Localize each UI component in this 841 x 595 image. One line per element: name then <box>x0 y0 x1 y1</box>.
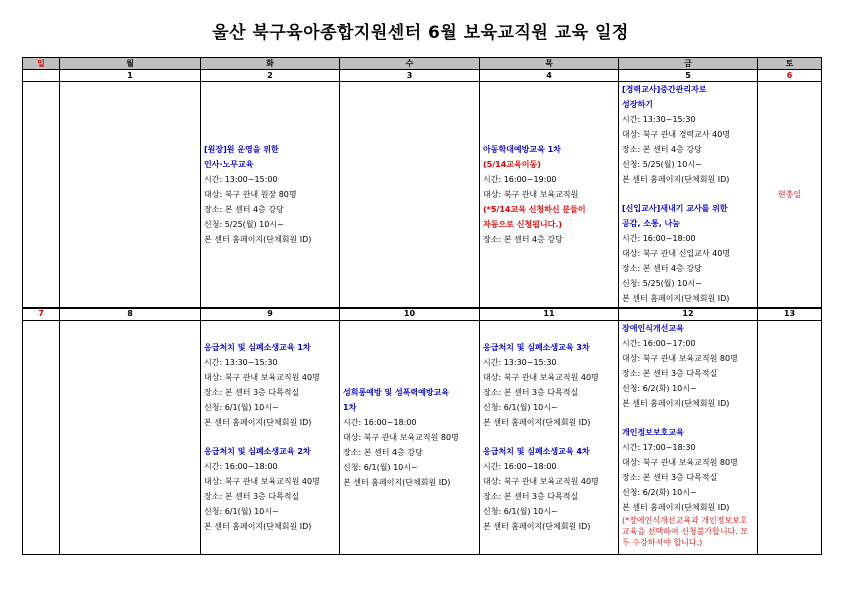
date-cell: 1 <box>60 70 201 82</box>
event-target: 대상: 북구 관내 경력교사 40명 <box>622 130 731 140</box>
event-target: 대상: 북구 관내 보육교직원 <box>483 189 579 199</box>
event-apply: 신청: 6/2(화) 10시~ <box>622 383 697 393</box>
event-site: 본 센터 홈페이지(단체회원 ID) <box>622 398 730 408</box>
week2-date-row <box>23 308 822 321</box>
event-block <box>619 82 757 306</box>
event-apply: 신청: 6/1(월) 10시~ <box>483 507 558 516</box>
day-cell <box>619 320 758 554</box>
weekday-thu: 목 <box>480 58 619 70</box>
event-target: 대상: 북구 관내 보육교직원 80명 <box>622 457 738 467</box>
event-time: 시간: 16:00~19:00 <box>483 174 557 184</box>
event-apply: 신청: 6/2(화) 10시~ <box>622 487 697 497</box>
event-place: 장소: 본 센터 4층 강당 <box>622 145 702 155</box>
event-title: 인사·노무교육 <box>204 159 254 169</box>
day-cell <box>201 320 340 554</box>
event-place: 장소: 본 센터 3층 다목적실 <box>483 388 579 397</box>
event-time: 시간: 13:30~15:30 <box>622 115 696 125</box>
event-title: 1차 <box>343 402 357 412</box>
date-cell: 13 <box>758 308 822 321</box>
event-place: 장소: 본 센터 3층 다목적실 <box>204 388 300 397</box>
date-cell: 2 <box>201 70 340 82</box>
event-block <box>480 340 618 534</box>
day-cell <box>480 320 619 554</box>
event-site: 본 센터 홈페이지(단체회원 ID) <box>343 477 451 487</box>
day-cell <box>758 320 822 554</box>
week2-event-row <box>23 320 822 554</box>
date-cell: 6 <box>758 70 822 82</box>
event-time: 시간: 16:00~18:00 <box>343 417 417 427</box>
event-title: 성장하기 <box>622 100 653 110</box>
event-notice: 자동으로 신청됩니다.) <box>483 219 563 229</box>
date-cell: 3 <box>340 70 480 82</box>
event-title: [신입교사]새내기 교사를 위한 <box>622 204 728 214</box>
event-site: 본 센터 홈페이지(단체회원 ID) <box>622 175 730 185</box>
event-title: 공감, 소통, 나눔 <box>622 219 681 229</box>
event-block <box>480 142 618 247</box>
event-target: 대상: 북구 관내 신입교사 40명 <box>622 249 731 259</box>
day-cell <box>23 320 60 554</box>
day-cell <box>201 82 340 308</box>
event-title: [원장]원 운영을 위한 <box>204 144 279 154</box>
event-target: 대상: 북구 관내 보육교직원 40명 <box>483 373 599 382</box>
weekday-fri: 금 <box>619 58 758 70</box>
event-apply: 신청: 5/25(월) 10시~ <box>204 219 284 229</box>
event-title: 응급처치 및 심폐소생교육 3차 <box>483 343 590 352</box>
event-place: 장소: 본 센터 4층 강당 <box>622 264 702 274</box>
event-title: 아동학대예방교육 1차 <box>483 144 561 154</box>
event-time: 시간: 17:00~18:30 <box>622 442 696 452</box>
weekday-sun: 일 <box>23 58 60 70</box>
event-site: 본 센터 홈페이지(단체회원 ID) <box>204 522 312 531</box>
event-note: (*장애인식개선교육과 개인정보보호교육을 선택하여 신청불가합니다. 모두 수강하셔야 합니다.) <box>622 515 749 547</box>
event-title: [경력교사]중간관리자로 <box>622 85 707 95</box>
weekday-mon: 월 <box>60 58 201 70</box>
event-changed: (5/14교육이동) <box>483 159 541 169</box>
date-cell <box>23 70 60 82</box>
day-cell <box>60 320 201 554</box>
event-apply: 신청: 6/1(월) 10시~ <box>204 507 279 516</box>
weekday-header-row <box>23 58 822 70</box>
day-cell <box>619 82 758 308</box>
weekday-wed: 수 <box>340 58 480 70</box>
day-cell <box>340 82 480 308</box>
event-notice: (*5/14교육 신청하신 분들이 <box>483 204 586 214</box>
day-cell <box>758 82 822 308</box>
event-place: 장소: 본 센터 3층 다목적실 <box>483 492 579 501</box>
week1-date-row <box>23 70 822 82</box>
event-place: 장소: 본 센터 3층 다목적실 <box>204 492 300 501</box>
event-title: 응급처치 및 심폐소생교육 1차 <box>204 343 311 352</box>
date-cell: 10 <box>340 308 480 321</box>
event-time: 시간: 16:00~18:00 <box>622 234 696 244</box>
event-apply: 신청: 5/25(월) 10시~ <box>622 279 702 289</box>
event-site: 본 센터 홈페이지(단체회원 ID) <box>483 522 591 531</box>
event-site: 본 센터 홈페이지(단체회원 ID) <box>204 234 312 244</box>
event-title: 장애인식개선교육 <box>622 323 684 333</box>
event-apply: 신청: 6/1(월) 10시~ <box>204 403 279 412</box>
schedule-table <box>22 57 822 555</box>
event-apply: 신청: 6/1(월) 10시~ <box>483 403 558 412</box>
day-cell <box>480 82 619 308</box>
event-apply: 신청: 6/1(월) 10시~ <box>343 462 418 472</box>
event-target: 대상: 북구 관내 보육교직원 40명 <box>204 373 320 382</box>
event-time: 시간: 13:00~15:00 <box>204 174 278 184</box>
event-target: 대상: 북구 관내 원장 80명 <box>204 189 297 199</box>
week1-event-row <box>23 82 822 308</box>
day-cell <box>340 320 480 554</box>
event-title: 개인정보보호교육 <box>622 427 684 437</box>
event-place: 장소: 본 센터 4층 강당 <box>483 234 563 244</box>
event-place: 장소: 본 센터 4층 강당 <box>204 204 284 214</box>
event-time: 시간: 16:00~18:00 <box>204 462 278 471</box>
event-site: 본 센터 홈페이지(단체회원 ID) <box>204 418 312 427</box>
date-cell: 7 <box>23 308 60 321</box>
event-target: 대상: 북구 관내 보육교직원 80명 <box>343 432 459 442</box>
holiday-label: 현충일 <box>777 189 802 199</box>
event-site: 본 센터 홈페이지(단체회원 ID) <box>622 502 730 512</box>
event-target: 대상: 북구 관내 보육교직원 40명 <box>204 477 320 486</box>
day-cell <box>60 82 201 308</box>
event-place: 장소: 본 센터 3층 다목적실 <box>622 368 718 378</box>
event-time: 시간: 13:30~15:30 <box>483 358 557 367</box>
weekday-sat: 토 <box>758 58 822 70</box>
date-cell: 4 <box>480 70 619 82</box>
event-target: 대상: 북구 관내 보육교직원 40명 <box>483 477 599 486</box>
event-time: 시간: 16:00~17:00 <box>622 338 696 348</box>
event-site: 본 센터 홈페이지(단체회원 ID) <box>622 294 730 304</box>
date-cell: 9 <box>201 308 340 321</box>
event-apply: 신청: 5/25(월) 10시~ <box>622 160 702 170</box>
event-title: 성희롱예방 및 성폭력예방교육 <box>343 387 450 397</box>
event-time: 시간: 16:00~18:00 <box>483 462 557 471</box>
event-place: 장소: 본 센터 4층 강당 <box>343 447 423 457</box>
event-title: 응급처치 및 심폐소생교육 2차 <box>204 447 311 456</box>
event-time: 시간: 13:30~15:30 <box>204 358 278 367</box>
event-block <box>340 385 479 490</box>
day-cell <box>23 82 60 308</box>
event-place: 장소: 본 센터 3층 다목적실 <box>622 472 718 482</box>
event-site: 본 센터 홈페이지(단체회원 ID) <box>483 418 591 427</box>
event-block <box>201 142 339 247</box>
event-target: 대상: 북구 관내 보육교직원 80명 <box>622 353 738 363</box>
date-cell: 5 <box>619 70 758 82</box>
weekday-tue: 화 <box>201 58 340 70</box>
event-block <box>201 340 339 534</box>
event-block <box>619 321 757 548</box>
page-title: 울산 북구육아종합지원센터 6월 보육교직원 교육 일정 <box>212 23 629 43</box>
date-cell: 11 <box>480 308 619 321</box>
date-cell: 12 <box>619 308 758 321</box>
event-title: 응급처치 및 심폐소생교육 4차 <box>483 447 590 456</box>
date-cell: 8 <box>60 308 201 321</box>
